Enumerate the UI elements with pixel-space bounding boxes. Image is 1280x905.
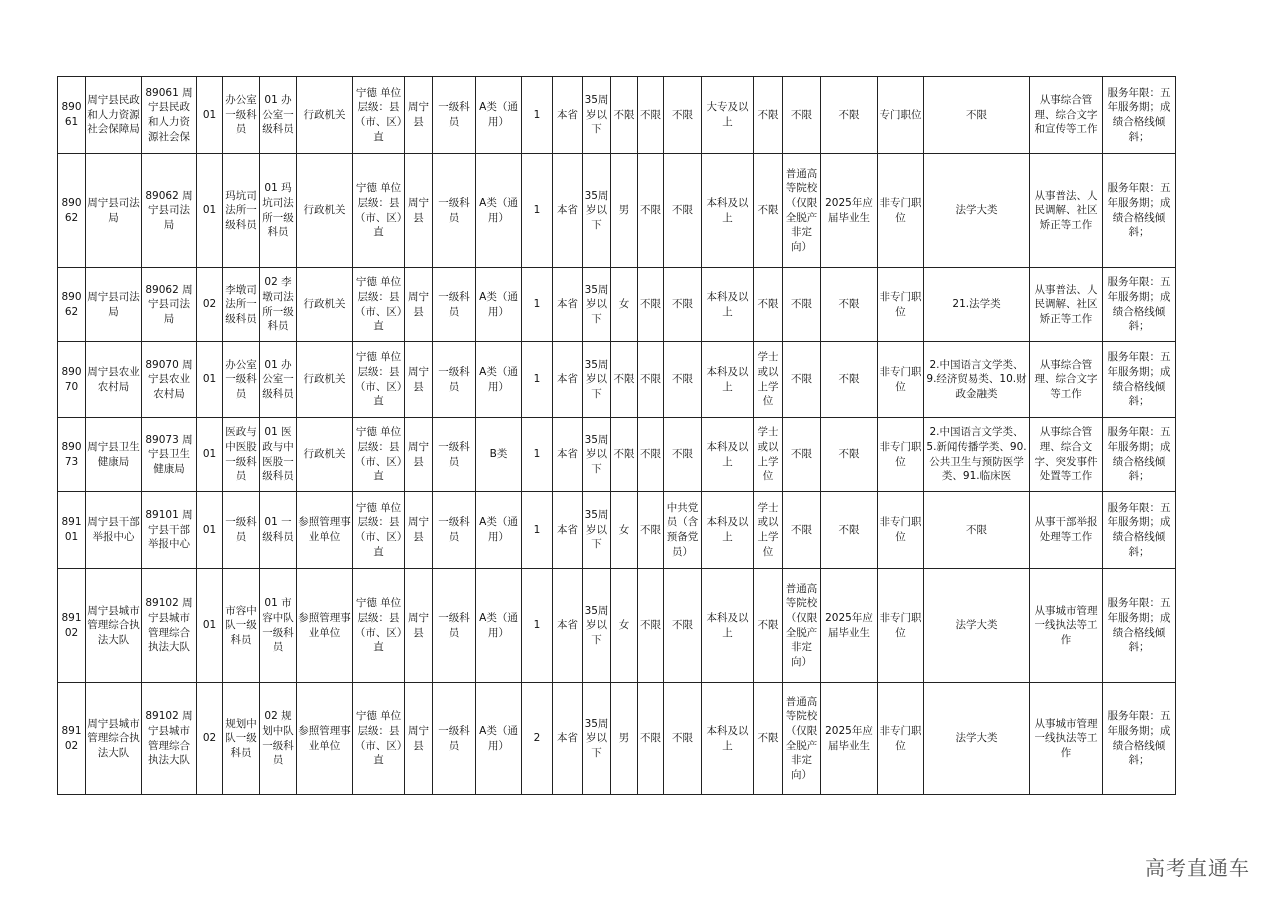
cell-prof-type: 非专门职位 — [878, 154, 924, 268]
cell-unit: 周宁县城市管理综合执法大队 — [86, 683, 142, 795]
cell-edu: 本科及以上 — [702, 683, 754, 795]
cell-pos-name: 规划中队一级科员 — [223, 683, 260, 795]
cell-code: 89061 — [58, 77, 86, 154]
cell-count: 1 — [522, 569, 553, 683]
cell-unit: 周宁县干部举报中心 — [86, 492, 142, 569]
cell-unit-type: 行政机关 — [297, 418, 353, 492]
cell-rank: 一级科员 — [433, 154, 476, 268]
cell-ethnic: 不限 — [638, 683, 664, 795]
cell-rank: 一级科员 — [433, 342, 476, 418]
cell-prof-type: 非专门职位 — [878, 342, 924, 418]
cell-unit-code-name: 89101 周宁县干部举报中心 — [142, 492, 197, 569]
cell-unit-type: 参照管理事业单位 — [297, 683, 353, 795]
cell-degree: 不限 — [754, 77, 783, 154]
cell-rank: 一级科员 — [433, 418, 476, 492]
cell-prof-type: 专门职位 — [878, 77, 924, 154]
cell-political: 不限 — [664, 268, 702, 342]
cell-age: 35周岁以下 — [583, 268, 611, 342]
cell-pos-no: 02 — [197, 683, 223, 795]
cell-unit-type: 行政机关 — [297, 77, 353, 154]
cell-area: 周宁县 — [405, 342, 433, 418]
cell-rank: 一级科员 — [433, 683, 476, 795]
cell-pos-no: 01 — [197, 342, 223, 418]
cell-political: 不限 — [664, 569, 702, 683]
table-body — [58, 77, 1176, 795]
cell-age: 35周岁以下 — [583, 418, 611, 492]
cell-code: 89073 — [58, 418, 86, 492]
cell-prof-type: 非专门职位 — [878, 268, 924, 342]
cell-hukou: 本省 — [553, 268, 583, 342]
cell-source: 普通高等院校（仅限全脱产非定向） — [783, 683, 821, 795]
cell-exam: A类（通用） — [476, 569, 522, 683]
cell-unit: 周宁县城市管理综合执法大队 — [86, 569, 142, 683]
cell-other: 2025年应届毕业生 — [821, 683, 878, 795]
cell-duty: 从事综合管理、综合文字等工作 — [1030, 342, 1103, 418]
cell-code: 89101 — [58, 492, 86, 569]
table-row — [58, 418, 1176, 492]
cell-duty: 从事干部举报处理等工作 — [1030, 492, 1103, 569]
table-row — [58, 77, 1176, 154]
cell-age: 35周岁以下 — [583, 492, 611, 569]
cell-major: 不限 — [924, 492, 1030, 569]
cell-pos-name: 办公室一级科员 — [223, 342, 260, 418]
cell-edu: 本科及以上 — [702, 268, 754, 342]
cell-level: 宁德 单位层级：县（市、区）直 — [353, 77, 405, 154]
cell-hukou: 本省 — [553, 418, 583, 492]
cell-ethnic: 不限 — [638, 569, 664, 683]
cell-level: 宁德 单位层级：县（市、区）直 — [353, 569, 405, 683]
cell-duty: 从事综合管理、综合文字、突发事件处置等工作 — [1030, 418, 1103, 492]
cell-degree: 不限 — [754, 569, 783, 683]
cell-other: 不限 — [821, 77, 878, 154]
cell-level: 宁德 单位层级：县（市、区）直 — [353, 418, 405, 492]
cell-pos-no: 01 — [197, 154, 223, 268]
cell-unit-code-name: 89062 周宁县司法局 — [142, 268, 197, 342]
cell-major: 不限 — [924, 77, 1030, 154]
cell-age: 35周岁以下 — [583, 569, 611, 683]
cell-ethnic: 不限 — [638, 342, 664, 418]
cell-note: 服务年限：五年服务期；成绩合格线倾斜； — [1103, 342, 1176, 418]
cell-major: 2.中国语言文学类、9.经济贸易类、10.财政金融类 — [924, 342, 1030, 418]
cell-major: 法学大类 — [924, 683, 1030, 795]
cell-note: 服务年限：五年服务期；成绩合格线倾斜； — [1103, 77, 1176, 154]
cell-code: 89062 — [58, 154, 86, 268]
cell-prof-type: 非专门职位 — [878, 418, 924, 492]
cell-other: 2025年应届毕业生 — [821, 154, 878, 268]
cell-count: 2 — [522, 683, 553, 795]
cell-hukou: 本省 — [553, 569, 583, 683]
cell-pos-code-name: 01 一级科员 — [260, 492, 297, 569]
cell-pos-no: 01 — [197, 492, 223, 569]
cell-pos-code-name: 01 办公室一级科员 — [260, 342, 297, 418]
cell-source: 不限 — [783, 268, 821, 342]
cell-area: 周宁县 — [405, 492, 433, 569]
cell-prof-type: 非专门职位 — [878, 569, 924, 683]
cell-major: 2.中国语言文学类、5.新闻传播学类、90.公共卫生与预防医学类、91.临床医 — [924, 418, 1030, 492]
cell-pos-code-name: 01 办公室一级科员 — [260, 77, 297, 154]
cell-area: 周宁县 — [405, 569, 433, 683]
recruitment-table — [57, 76, 1176, 795]
cell-unit: 周宁县民政和人力资源社会保障局 — [86, 77, 142, 154]
cell-edu: 本科及以上 — [702, 418, 754, 492]
cell-duty: 从事城市管理一线执法等工作 — [1030, 569, 1103, 683]
cell-area: 周宁县 — [405, 683, 433, 795]
cell-gender: 不限 — [611, 77, 638, 154]
cell-unit: 周宁县农业农村局 — [86, 342, 142, 418]
cell-ethnic: 不限 — [638, 492, 664, 569]
cell-source: 不限 — [783, 492, 821, 569]
cell-count: 1 — [522, 268, 553, 342]
cell-code: 89102 — [58, 569, 86, 683]
table-row — [58, 268, 1176, 342]
cell-exam: A类（通用） — [476, 683, 522, 795]
cell-degree: 不限 — [754, 268, 783, 342]
cell-hukou: 本省 — [553, 683, 583, 795]
cell-unit-code-name: 89062 周宁县司法局 — [142, 154, 197, 268]
cell-level: 宁德 单位层级：县（市、区）直 — [353, 342, 405, 418]
cell-edu: 本科及以上 — [702, 154, 754, 268]
cell-count: 1 — [522, 77, 553, 154]
cell-duty: 从事普法、人民调解、社区矫正等工作 — [1030, 268, 1103, 342]
cell-hukou: 本省 — [553, 154, 583, 268]
cell-unit-code-name: 89073 周宁县卫生健康局 — [142, 418, 197, 492]
cell-duty: 从事普法、人民调解、社区矫正等工作 — [1030, 154, 1103, 268]
cell-other: 不限 — [821, 268, 878, 342]
cell-political: 不限 — [664, 342, 702, 418]
cell-gender: 男 — [611, 154, 638, 268]
cell-unit-code-name: 89102 周宁县城市管理综合执法大队 — [142, 569, 197, 683]
cell-unit-type: 参照管理事业单位 — [297, 492, 353, 569]
cell-exam: B类 — [476, 418, 522, 492]
cell-exam: A类（通用） — [476, 492, 522, 569]
cell-degree: 学士或以上学位 — [754, 418, 783, 492]
table-row — [58, 342, 1176, 418]
cell-gender: 男 — [611, 683, 638, 795]
cell-unit-type: 行政机关 — [297, 268, 353, 342]
cell-age: 35周岁以下 — [583, 342, 611, 418]
cell-other: 2025年应届毕业生 — [821, 569, 878, 683]
cell-pos-no: 01 — [197, 77, 223, 154]
cell-major: 21.法学类 — [924, 268, 1030, 342]
cell-ethnic: 不限 — [638, 154, 664, 268]
cell-hukou: 本省 — [553, 77, 583, 154]
cell-age: 35周岁以下 — [583, 154, 611, 268]
cell-prof-type: 非专门职位 — [878, 492, 924, 569]
cell-political: 不限 — [664, 418, 702, 492]
cell-pos-name: 玛坑司法所一级科员 — [223, 154, 260, 268]
cell-gender: 不限 — [611, 342, 638, 418]
cell-rank: 一级科员 — [433, 569, 476, 683]
cell-pos-name: 办公室一级科员 — [223, 77, 260, 154]
cell-level: 宁德 单位层级：县（市、区）直 — [353, 683, 405, 795]
cell-area: 周宁县 — [405, 154, 433, 268]
watermark-text: 高考直通车 — [1145, 856, 1250, 880]
cell-prof-type: 非专门职位 — [878, 683, 924, 795]
cell-pos-name: 一级科员 — [223, 492, 260, 569]
cell-pos-no: 01 — [197, 569, 223, 683]
cell-political: 中共党员（含预备党员） — [664, 492, 702, 569]
cell-count: 1 — [522, 342, 553, 418]
cell-unit-code-name: 89070 周宁县农业农村局 — [142, 342, 197, 418]
cell-pos-no: 01 — [197, 418, 223, 492]
table-row — [58, 683, 1176, 795]
cell-exam: A类（通用） — [476, 342, 522, 418]
cell-exam: A类（通用） — [476, 154, 522, 268]
cell-duty: 从事综合管理、综合文字和宣传等工作 — [1030, 77, 1103, 154]
cell-level: 宁德 单位层级：县（市、区）直 — [353, 492, 405, 569]
cell-other: 不限 — [821, 418, 878, 492]
cell-edu: 本科及以上 — [702, 569, 754, 683]
cell-ethnic: 不限 — [638, 77, 664, 154]
cell-source: 普通高等院校（仅限全脱产非定向） — [783, 154, 821, 268]
cell-note: 服务年限：五年服务期；成绩合格线倾斜； — [1103, 492, 1176, 569]
cell-exam: A类（通用） — [476, 77, 522, 154]
cell-duty: 从事城市管理一线执法等工作 — [1030, 683, 1103, 795]
cell-area: 周宁县 — [405, 77, 433, 154]
cell-political: 不限 — [664, 683, 702, 795]
cell-source: 不限 — [783, 342, 821, 418]
cell-hukou: 本省 — [553, 342, 583, 418]
cell-area: 周宁县 — [405, 268, 433, 342]
cell-gender: 不限 — [611, 418, 638, 492]
cell-edu: 本科及以上 — [702, 492, 754, 569]
cell-pos-code-name: 01 玛坑司法所一级科员 — [260, 154, 297, 268]
cell-area: 周宁县 — [405, 418, 433, 492]
table-row — [58, 492, 1176, 569]
cell-gender: 女 — [611, 268, 638, 342]
cell-pos-code-name: 02 规划中队一级科员 — [260, 683, 297, 795]
cell-unit: 周宁县司法局 — [86, 268, 142, 342]
cell-count: 1 — [522, 492, 553, 569]
table-row — [58, 154, 1176, 268]
cell-gender: 女 — [611, 492, 638, 569]
cell-unit-type: 参照管理事业单位 — [297, 569, 353, 683]
cell-unit: 周宁县卫生健康局 — [86, 418, 142, 492]
cell-code: 89062 — [58, 268, 86, 342]
cell-source: 不限 — [783, 77, 821, 154]
cell-note: 服务年限：五年服务期；成绩合格线倾斜； — [1103, 154, 1176, 268]
cell-major: 法学大类 — [924, 569, 1030, 683]
cell-unit-type: 行政机关 — [297, 154, 353, 268]
cell-ethnic: 不限 — [638, 268, 664, 342]
cell-count: 1 — [522, 154, 553, 268]
cell-unit-type: 行政机关 — [297, 342, 353, 418]
cell-other: 不限 — [821, 492, 878, 569]
cell-note: 服务年限：五年服务期；成绩合格线倾斜； — [1103, 268, 1176, 342]
cell-level: 宁德 单位层级：县（市、区）直 — [353, 154, 405, 268]
cell-note: 服务年限：五年服务期；成绩合格线倾斜； — [1103, 418, 1176, 492]
cell-pos-code-name: 01 医政与中医股一级科员 — [260, 418, 297, 492]
cell-rank: 一级科员 — [433, 268, 476, 342]
cell-code: 89102 — [58, 683, 86, 795]
cell-age: 35周岁以下 — [583, 77, 611, 154]
cell-source: 不限 — [783, 418, 821, 492]
cell-edu: 大专及以上 — [702, 77, 754, 154]
cell-degree: 学士或以上学位 — [754, 342, 783, 418]
cell-note: 服务年限：五年服务期；成绩合格线倾斜； — [1103, 569, 1176, 683]
cell-degree: 不限 — [754, 154, 783, 268]
cell-major: 法学大类 — [924, 154, 1030, 268]
cell-degree: 不限 — [754, 683, 783, 795]
cell-unit-code-name: 89061 周宁县民政和人力资源社会保 — [142, 77, 197, 154]
cell-pos-no: 02 — [197, 268, 223, 342]
cell-hukou: 本省 — [553, 492, 583, 569]
cell-note: 服务年限：五年服务期；成绩合格线倾斜； — [1103, 683, 1176, 795]
cell-age: 35周岁以下 — [583, 683, 611, 795]
cell-pos-name: 市容中队一级科员 — [223, 569, 260, 683]
cell-source: 普通高等院校（仅限全脱产非定向） — [783, 569, 821, 683]
cell-count: 1 — [522, 418, 553, 492]
cell-unit-code-name: 89102 周宁县城市管理综合执法大队 — [142, 683, 197, 795]
cell-pos-name: 李墩司法所一级科员 — [223, 268, 260, 342]
cell-pos-code-name: 02 李墩司法所一级科员 — [260, 268, 297, 342]
cell-unit: 周宁县司法局 — [86, 154, 142, 268]
cell-ethnic: 不限 — [638, 418, 664, 492]
cell-level: 宁德 单位层级：县（市、区）直 — [353, 268, 405, 342]
cell-rank: 一级科员 — [433, 77, 476, 154]
cell-gender: 女 — [611, 569, 638, 683]
cell-political: 不限 — [664, 77, 702, 154]
cell-rank: 一级科员 — [433, 492, 476, 569]
cell-political: 不限 — [664, 154, 702, 268]
cell-edu: 本科及以上 — [702, 342, 754, 418]
cell-code: 89070 — [58, 342, 86, 418]
table-row — [58, 569, 1176, 683]
cell-degree: 学士或以上学位 — [754, 492, 783, 569]
cell-other: 不限 — [821, 342, 878, 418]
cell-pos-name: 医政与中医股一级科员 — [223, 418, 260, 492]
cell-pos-code-name: 01 市容中队一级科员 — [260, 569, 297, 683]
cell-exam: A类（通用） — [476, 268, 522, 342]
